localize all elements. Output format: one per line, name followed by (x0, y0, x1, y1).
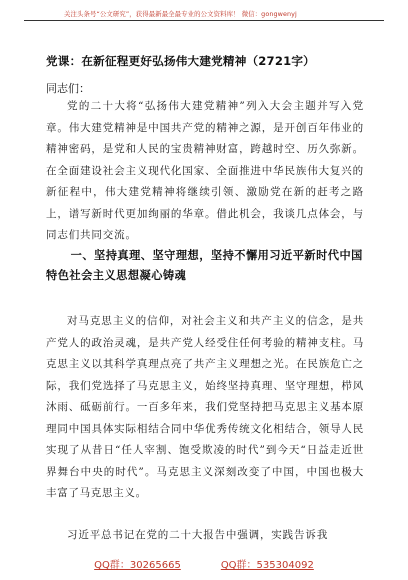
paragraph-continued: 习近平总书记在党的二十大报告中强调，实践告诉我 (67, 529, 329, 541)
footer-qq-group-1: QQ群：30265665 (94, 560, 181, 571)
footer-contact (0, 556, 408, 571)
paragraph-intro: 党的二十大将“弘扬伟大建党精神”列入大会主题并写入党章。伟大建党精神是中国共产党的精神之源，是开创百年伟业的精神密码，是党和人民的宝贵精神财富，跨越时空、历久弥新。在全面建设社会主义现代化国家、全面推进中华民族伟大复兴的新征程中，伟大建党精神将继续引领、激励党在新的赶考之路上，谱写新时代更加绚丽的华章。借此机会，我谈几点体会，与同志们共同交流。 (46, 100, 364, 241)
header-divider (24, 20, 384, 21)
greeting: 同志们： (46, 82, 90, 95)
document-title: 党课：在新征程更好弘扬伟大建党精神（2721字） (46, 54, 315, 68)
section-heading-1: 一、坚持真理、坚守理想，坚持不懈用习近平新时代中国特色社会主义思想凝心铸魂 (46, 249, 363, 282)
header-banner: 关注头条号“公文研究”，获得最新最全最专业的公文资料库！ 微信：gongwenyj (64, 10, 297, 18)
paragraph-section-1: 对马克思主义的信仰，对社会主义和共产主义的信念，是共产党人的政治灵魂，是共产党人经受住任何考验的精神支柱。马克思主义以其科学真理点亮了共产主义理想之光。在民族危亡之际，我们党选择了马克思主义，始终坚持真理、坚守理想，栉风沐雨、砥砺前行。一百多年来，我们党坚持把马克思主义基本原理同中国具体实际相结合同中华优秀传统文化相结合，领导人民实现了从昔日“任人宰割、饱受欺凌的时代”到今天“日益走近世界舞台中央的时代”。马克思主义深刻改变了中国，中国也极大丰富了马克思主义。 (46, 315, 364, 499)
footer-qq-group-2: QQ群：535304092 (220, 560, 314, 571)
